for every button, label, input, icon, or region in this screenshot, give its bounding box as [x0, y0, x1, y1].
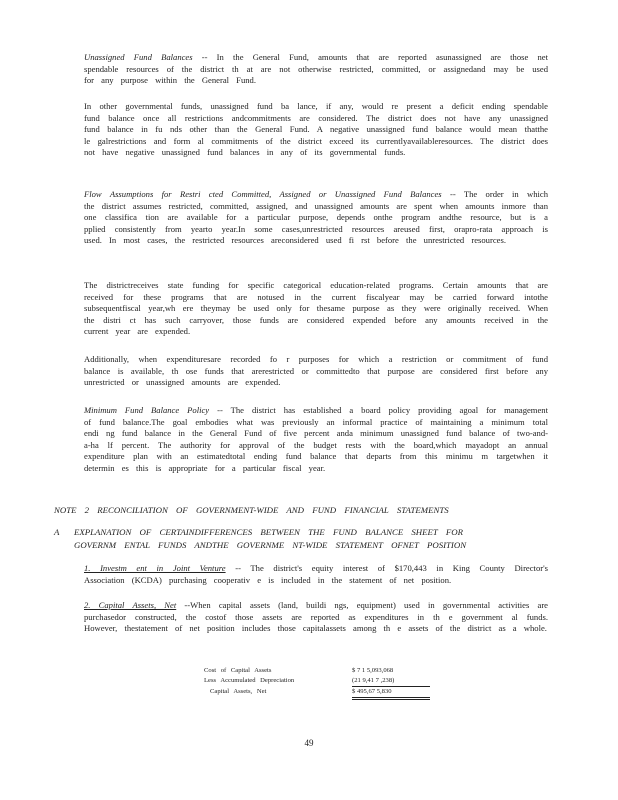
- row-value: $ 495,67 5,830: [352, 687, 430, 700]
- section-a-heading-line2: GOVERNM ENTAL FUNDS ANDTHE GOVERNME NT-WIDE STATEMENT OFNET POSITION: [74, 540, 467, 550]
- paragraph-flow-assumptions: [84, 189, 548, 247]
- row-value: (21 9,41 7 ,238): [352, 676, 430, 687]
- paragraph-text: Additionally, when expendituresare recorded fo r purposes for which a restriction or commitment of fund balance is available, th ose funds that arerestricted or committedto that purpose are considered first before any unrestricted or unassigned amounts are expended.: [84, 354, 548, 388]
- section-a-heading-line1: EXPLANATION OF CERTAINDIFFERENCES BETWEEN THE FUND BALANCE SHEET FOR: [74, 527, 463, 537]
- row-label: Less Accumulated Depreciation: [204, 677, 295, 684]
- paragraph-title: 1. Investm ent in Joint Venture: [84, 563, 226, 573]
- paragraph-capital-assets: [84, 600, 548, 635]
- paragraph-text: The districtreceives state funding for specific categorical education-related programs. Certain amounts that are received for these programs that are notused in the current fiscalyear may be carried forward intothe subsequentfiscal year,wh ere theymay be used only for thesame purpose as they were originally received. When the distri ct has such carryover, those funds are considered expended before any amounts received in the current year are expended.: [84, 280, 548, 337]
- table-row: [204, 676, 430, 687]
- paragraph-text: -- The district has established a board policy providing agoal for management of fund balance.The goal embodies what was previously an informal practice of maintaining a minimum total endi ng fund balance in the General Fund of five percent anda minimum unassigned fund balance of two-and-a-ha lf percent. The authority for approval of the budget rests with the board,which mayadopt an annual expenditure plan with an estimatedtotal ending fund balance that departs from this minimu m targetwhen it determin es this is appropriate for a particular fiscal year.: [84, 405, 548, 473]
- table-row: [204, 687, 430, 700]
- paragraph-title: 2. Capital Assets, Net: [84, 600, 177, 610]
- paragraph-minimum-fund-balance-policy: [84, 405, 548, 475]
- paragraph-text: -- The order in which the district assumes restricted, committed, assigned, and unassigned amounts are spent when amounts inmore than one classifica tion are available for a particular purpose, depends onthe program andthe resource, but is a pplied consistently from yearto year.In some cases,unrestricted resources areused first, orapro-rata approach is used. In most cases, the restricted resources areconsidered used fi rst before the unrestricted resources.: [84, 189, 548, 246]
- section-a-letter: A: [54, 527, 60, 537]
- note-2-heading: NOTE 2 RECONCILIATION OF GOVERNMENT-WIDE AND FUND FINANCIAL STATEMENTS: [54, 505, 449, 515]
- paragraph-text: --When capital assets (land, buildi ngs, equipment) used in governmental activities are purchasedor constructed, the costof those assets are reported as expenditures in th e government al funds. However, thestatement of net position includes those capitalassets among th e assets of the district as a whole.: [84, 600, 548, 634]
- paragraph-text: In other governmental funds, unassigned fund ba lance, if any, would re present a deficit ending spendable fund balance once all restrictions andcommitments are considered. The district does not have any unassigned fund balance in fu nds other than the General Fund. A negative unassigned fund balance would mean thatthe le galrestrictions and form al commitments of the district exceed its currentlyavailableresources. The district does not have negative unassigned fund balances in any of its governmental funds.: [84, 101, 548, 158]
- page-number: 49: [304, 738, 314, 748]
- paragraph-title: Unassigned Fund Balances: [84, 52, 193, 62]
- paragraph-joint-venture: [84, 563, 548, 586]
- paragraph-title: Flow Assumptions for Restri cted Committed, Assigned or Unassigned Fund Balances: [84, 189, 442, 199]
- table-row: [204, 666, 430, 676]
- row-label: Capital Assets, Net: [210, 688, 267, 695]
- row-value: $ 7 1 5,093,068: [352, 667, 394, 674]
- row-label: Cost of Capital Assets: [204, 667, 272, 674]
- paragraph-text: -- The district's equity interest of $170,443 in King County Director's Association (KCDA) purchasing cooperativ e is included in the statement of net position.: [84, 563, 548, 585]
- paragraph-unassigned-fund-balances: [84, 52, 548, 87]
- capital-assets-table: [204, 666, 430, 700]
- paragraph-title: Minimum Fund Balance Policy: [84, 405, 210, 415]
- paragraph-state-funding: [84, 280, 548, 338]
- paragraph-text: -- In the General Fund, amounts that are reported asunassigned are those net spendable resources of the district th at are not otherwise restricted, committed, or assignedand may be used for any purpose within the General Fund.: [84, 52, 548, 86]
- paragraph-other-governmental-funds: [84, 101, 548, 159]
- paragraph-additionally: [84, 354, 548, 389]
